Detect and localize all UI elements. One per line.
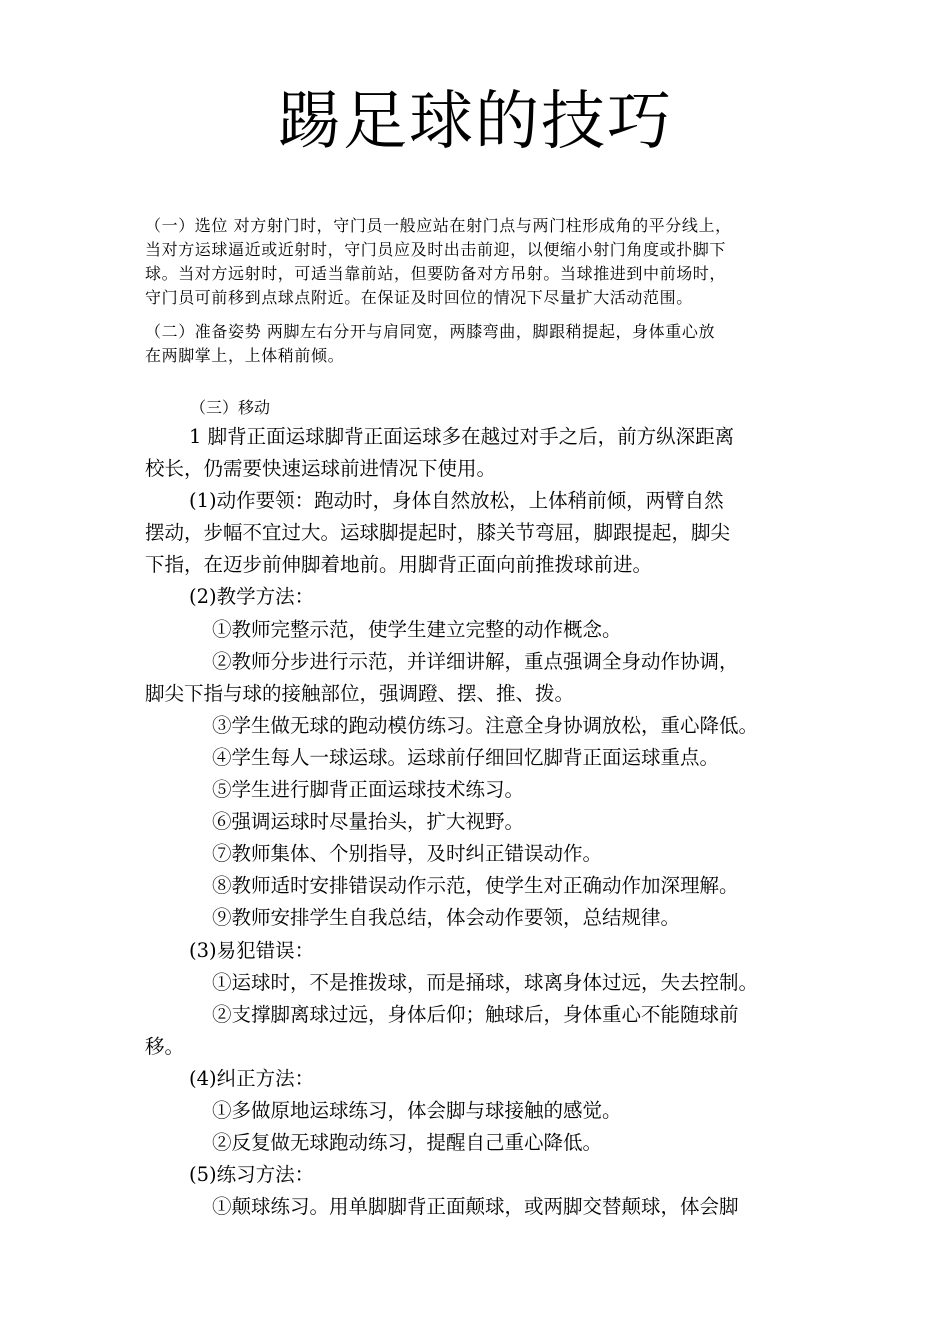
list-item: ④学生每人一球运球。运球前仔细回忆脚背正面运球重点。	[212, 745, 720, 769]
text-line: 下指，在迈步前伸脚着地前。用脚背正面向前推拨球前进。	[145, 553, 653, 577]
intro-paragraph-stance	[145, 320, 813, 368]
section-heading-movement: （三）移动	[190, 398, 271, 417]
text-line: (2)教学方法：	[189, 585, 315, 609]
text-line: 球。当对方远射时，可适当靠前站，但要防备对方吊射。当球推进到中前场时，	[145, 264, 727, 283]
text-line: （二）准备姿势 两脚左右分开与肩同宽，两膝弯曲，脚跟稍提起，身体重心放	[145, 322, 716, 341]
list-item: ⑧教师适时安排错误动作示范，使学生对正确动作加深理解。	[212, 874, 739, 898]
text-line: 1 脚背正面运球脚背正面运球多在越过对手之后，前方纵深距离	[189, 425, 735, 448]
text-line: 脚尖下指与球的接触部位，强调蹬、摆、推、拨。	[145, 681, 575, 705]
list-item: ⑤学生进行脚背正面运球技术练习。	[212, 778, 525, 802]
list-item: ①颠球练习。用单脚脚背正面颠球，或两脚交替颠球，体会脚	[212, 1195, 739, 1219]
page-title: 踢足球的技巧	[277, 85, 673, 159]
text-line: 移。	[145, 1034, 185, 1058]
text-line: (4)纠正方法：	[189, 1066, 315, 1090]
list-item: ⑥强调运球时尽量抬头，扩大视野。	[212, 810, 525, 834]
list-item: ①教师完整示范，使学生建立完整的动作概念。	[212, 617, 622, 641]
list-item: ⑨教师安排学生自我总结，体会动作要领，总结规律。	[212, 906, 681, 930]
intro-paragraph-positioning	[145, 214, 813, 310]
text-line: 摆动，步幅不宜过大。运球脚提起时，膝关节弯屈，脚跟提起，脚尖	[145, 521, 731, 545]
text-line: (3)易犯错误：	[189, 938, 315, 962]
text-line: 校长，仍需要快速运球前进情况下使用。	[145, 457, 497, 481]
list-item: ①多做原地运球练习，体会脚与球接触的感觉。	[212, 1098, 622, 1122]
text-line: 在两脚掌上，上体稍前倾。	[145, 346, 345, 365]
list-item: ②教师分步进行示范，并详细讲解，重点强调全身动作协调，	[212, 649, 739, 673]
list-item: ⑦教师集体、个别指导，及时纠正错误动作。	[212, 842, 603, 866]
text-line: (5)练习方法：	[189, 1163, 315, 1187]
list-item: ③学生做无球的跑动模仿练习。注意全身协调放松，重心降低。	[212, 713, 759, 737]
list-item: ②支撑脚离球过远，身体后仰；触球后，身体重心不能随球前	[212, 1002, 739, 1026]
list-item: ②反复做无球跑动练习，提醒自己重心降低。	[212, 1131, 603, 1155]
text-line: 当对方运球逼近或近射时，守门员应及时出击前迎，以便缩小射门角度或扑脚下	[145, 240, 727, 259]
section-body	[145, 421, 813, 1223]
text-line: (1)动作要领：跑动时，身体自然放松，上体稍前倾，两臂自然	[189, 489, 724, 513]
text-line: 守门员可前移到点球点附近。在保证及时回位的情况下尽量扩大活动范围。	[145, 288, 693, 307]
text-line: （一）选位 对方射门时，守门员一般应站在射门点与两门柱形成角的平分线上，	[145, 216, 732, 235]
list-item: ①运球时，不是推拨球，而是捅球，球离身体过远，失去控制。	[212, 970, 759, 994]
